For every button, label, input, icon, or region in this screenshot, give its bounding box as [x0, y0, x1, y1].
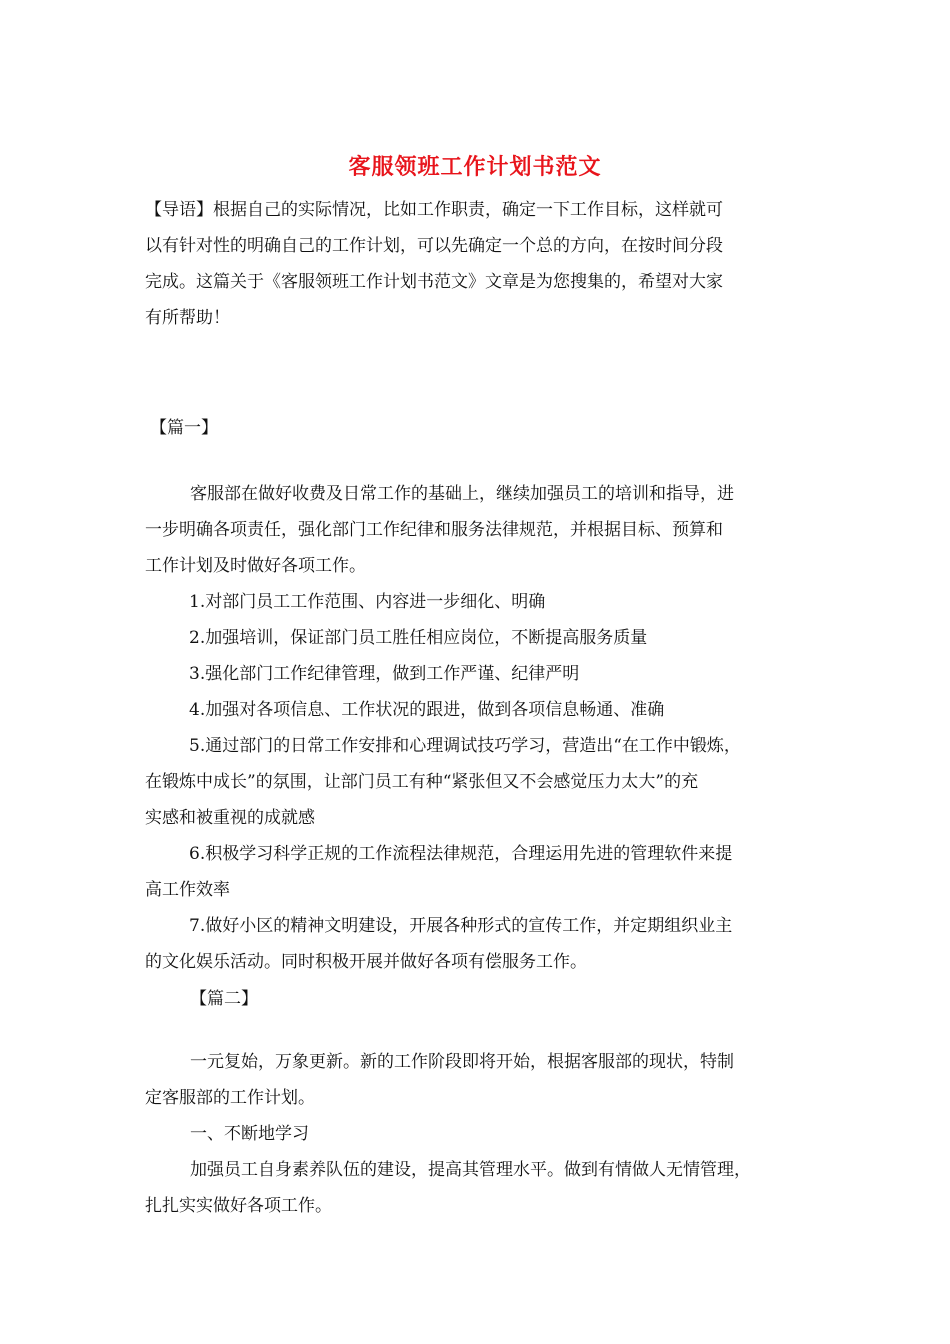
list-item-continuation: 高工作效率 — [145, 880, 230, 900]
list-item-continuation: 的文化娱乐活动。同时积极开展并做好各项有偿服务工作。 — [145, 952, 587, 972]
list-item-continuation: 在锻炼中成长”的氛围，让部门员工有种“紧张但又不会感觉压力太大”的充 — [145, 772, 699, 792]
section2-heading: 【篇二】 — [190, 989, 258, 1009]
list-item: 2.加强培训，保证部门员工胜任相应岗位，不断提高服务质量 — [189, 628, 648, 648]
section2-para2-line: 加强员工自身素养队伍的建设，提高其管理水平。做到有情做人无情管理， — [190, 1160, 751, 1180]
intro-line: 有所帮助！ — [145, 308, 230, 328]
section1-body — [145, 476, 815, 980]
intro-line: 以有针对性的明确自己的工作计划，可以先确定一个总的方向，在按时间分段 — [145, 236, 723, 256]
section1-para-line: 工作计划及时做好各项工作。 — [145, 556, 366, 576]
list-item: 1.对部门员工工作范围、内容进一步细化、明确 — [189, 592, 546, 612]
section2-subheading: 一、不断地学习 — [190, 1124, 309, 1144]
section1-heading: 【篇一】 — [150, 418, 218, 438]
document-title: 客服领班工作计划书范文 — [348, 154, 602, 180]
list-item-continuation: 实感和被重视的成就感 — [145, 808, 315, 828]
list-item: 5.通过部门的日常工作安排和心理调试技巧学习，营造出“在工作中锻炼， — [189, 736, 741, 756]
section2-para-line: 一元复始，万象更新。新的工作阶段即将开始，根据客服部的现状，特制 — [190, 1052, 734, 1072]
list-item: 3.强化部门工作纪律管理，做到工作严谨、纪律严明 — [189, 664, 580, 684]
list-item: 4.加强对各项信息、工作状况的跟进，做到各项信息畅通、准确 — [189, 700, 665, 720]
section1-para-line: 一步明确各项责任，强化部门工作纪律和服务法律规范，并根据目标、预算和 — [145, 520, 723, 540]
list-item: 7.做好小区的精神文明建设，开展各种形式的宣传工作，并定期组织业主 — [189, 916, 733, 936]
intro-line: 完成。这篇关于《客服领班工作计划书范文》文章是为您搜集的，希望对大家 — [145, 272, 723, 292]
list-item: 6.积极学习科学正规的工作流程法律规范，合理运用先进的管理软件来提 — [189, 844, 733, 864]
section2-para2-line: 扎扎实实做好各项工作。 — [145, 1196, 332, 1216]
section2-body — [145, 1044, 815, 1224]
section2-para-line: 定客服部的工作计划。 — [145, 1088, 315, 1108]
intro-paragraph — [145, 192, 815, 336]
section1-para-line: 客服部在做好收费及日常工作的基础上，继续加强员工的培训和指导，进 — [190, 484, 734, 504]
intro-line: 【导语】根据自己的实际情况，比如工作职责，确定一下工作目标，这样就可 — [145, 200, 723, 220]
